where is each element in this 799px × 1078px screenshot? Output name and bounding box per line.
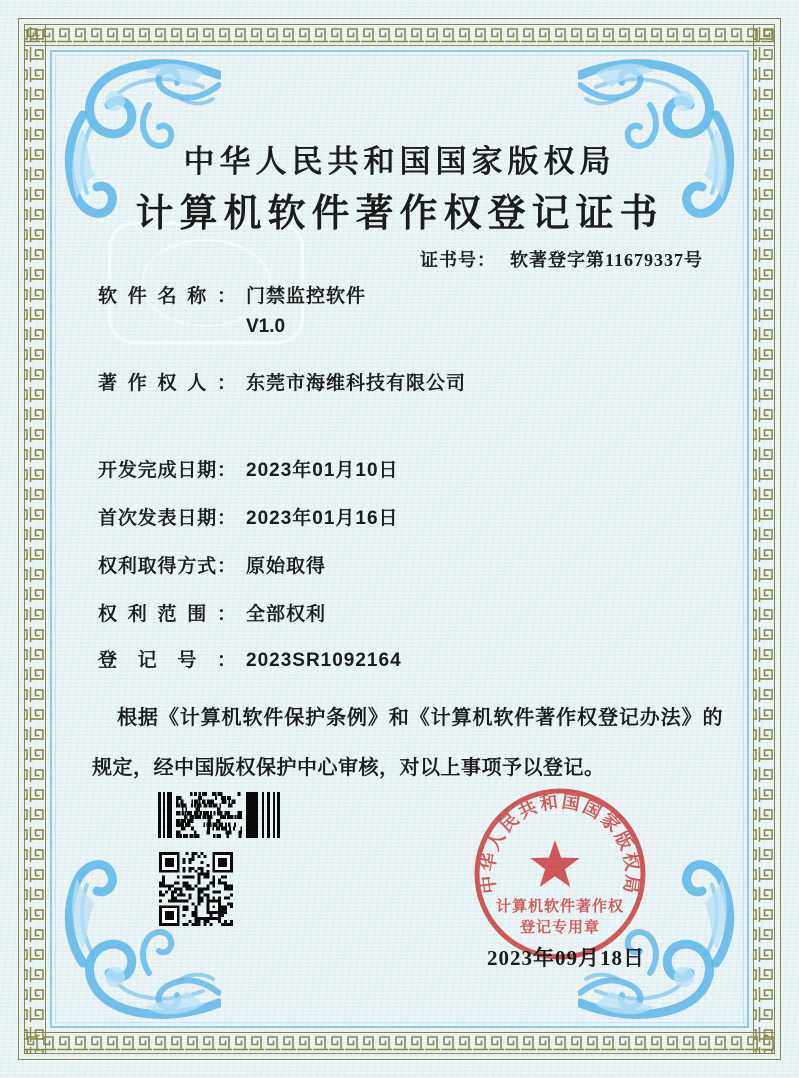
- seal-line-2: 登记专用章: [519, 920, 601, 936]
- certificate-number: [420, 246, 703, 272]
- qr-code: [159, 852, 233, 926]
- right-acquisition: 原始取得: [246, 556, 327, 577]
- field-label: 著作权人：: [98, 373, 236, 394]
- field-row-registration-number: [98, 648, 402, 674]
- field-label: 权利取得方式：: [98, 556, 236, 577]
- field-label: 开发完成日期：: [98, 460, 236, 481]
- dev-complete-date: 2023年01月10日: [246, 460, 399, 481]
- statement-line-2: 规定，经中国版权保护中心审核，对以上事项予以登记。: [92, 757, 605, 779]
- certificate-number-label: 证书号：: [419, 250, 496, 270]
- official-red-seal: [460, 780, 648, 968]
- field-row-first-publish-date: [98, 506, 399, 532]
- seal-line-1: 计算机软件著作权: [495, 899, 625, 915]
- field-row-copyright-owner: [98, 371, 466, 397]
- certificate-number-value: 软著登字第11679337号: [509, 250, 703, 270]
- stacked-2d-barcode: [158, 792, 280, 838]
- registration-statement: [92, 693, 723, 793]
- software-version: V1.0: [246, 316, 286, 337]
- statement-line-1: 根据《计算机软件保护条例》和《计算机软件著作权登记办法》的: [117, 707, 723, 729]
- greek-key-border-top: [24, 24, 775, 46]
- issue-date: 2023年09月18日: [487, 946, 645, 970]
- field-row-software-name: [98, 284, 366, 340]
- certificate-title: 计算机软件著作权登记证书: [135, 193, 664, 235]
- greek-key-border-bottom: [24, 1032, 775, 1054]
- copyright-owner: 东莞市海维科技有限公司: [246, 373, 467, 394]
- seal-ring-text: 中华人民共和国国家版权局: [477, 791, 643, 898]
- red-star-icon: [530, 840, 579, 887]
- field-label: 软件名称：: [98, 286, 236, 307]
- authority-title: 中华人民共和国国家版权局: [183, 144, 616, 179]
- field-row-dev-complete-date: [98, 458, 399, 484]
- software-name: 门禁监控软件: [246, 286, 367, 307]
- svg-text:中华人民共和国国家版权局: [476, 791, 643, 897]
- registration-number: 2023SR1092164: [246, 650, 402, 671]
- field-row-right-scope: [98, 602, 326, 628]
- field-label: 权利范围：: [98, 604, 236, 625]
- field-label: 登记号：: [98, 650, 236, 671]
- right-scope: 全部权利: [246, 604, 327, 625]
- first-publish-date: 2023年01月16日: [246, 508, 399, 529]
- field-value: [246, 284, 366, 340]
- field-row-right-acquisition: [98, 554, 326, 580]
- field-label: 首次发表日期：: [98, 508, 236, 529]
